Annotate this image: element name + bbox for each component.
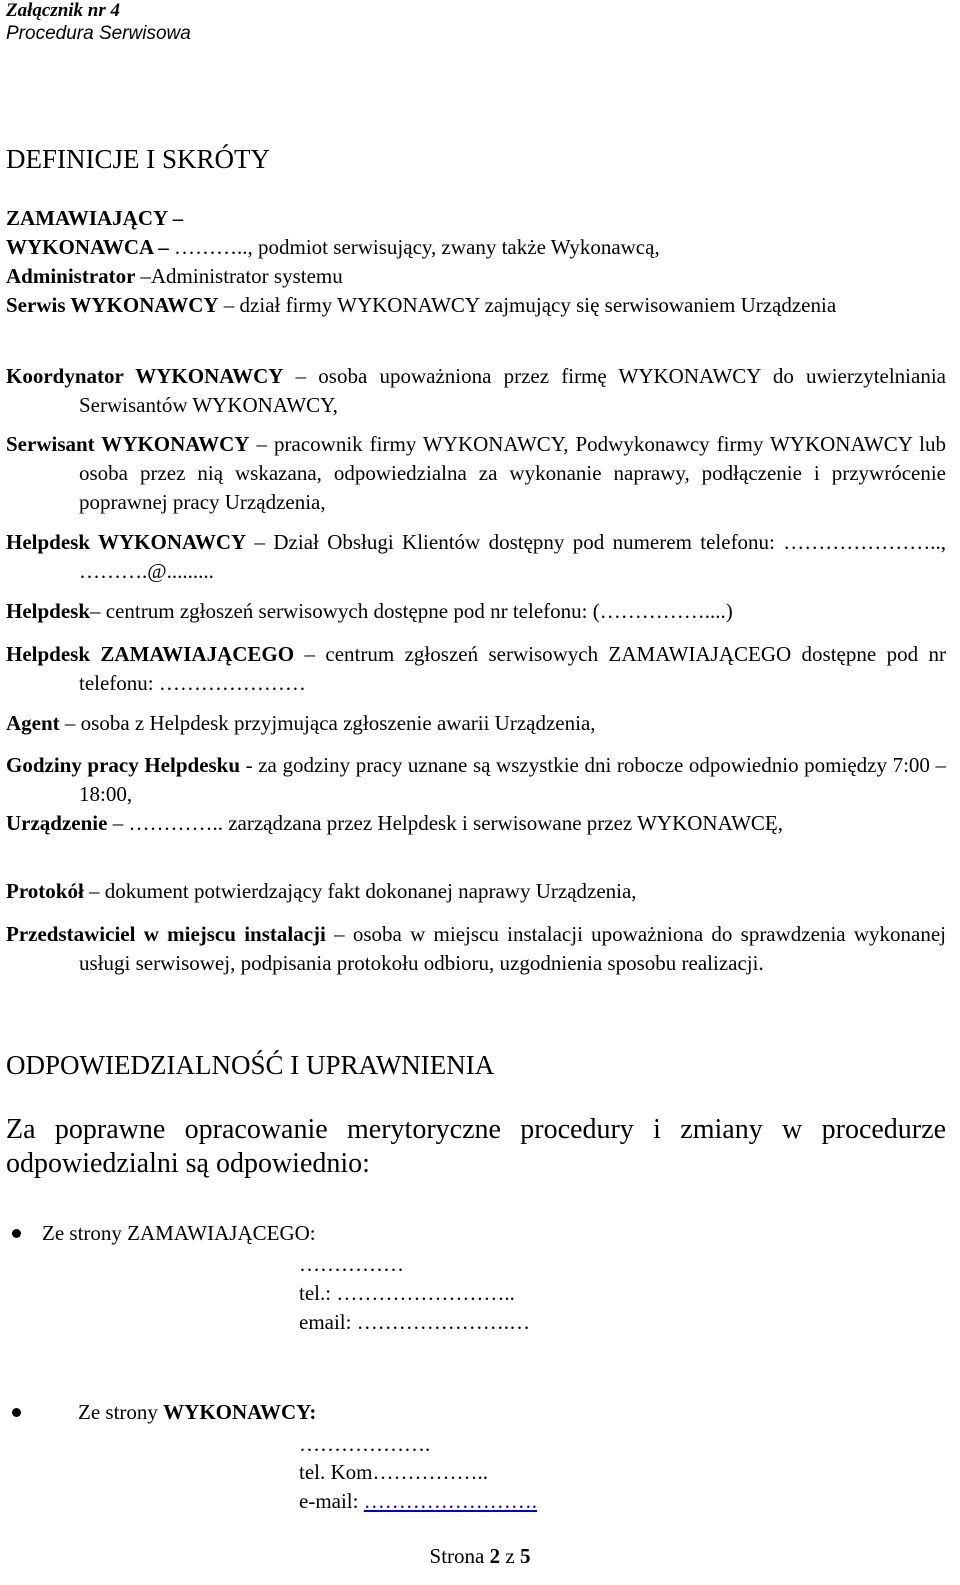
definition-item — [6, 362, 946, 420]
contact-phone: tel. Kom…………….. — [299, 1460, 488, 1484]
list-item — [6, 1397, 316, 1427]
definition-term: Koordynator WYKONAWCY — [6, 364, 284, 388]
definition-text: ……….., podmiot serwisujący, zwany także Wykonawcą, — [174, 235, 660, 259]
definition-text: –Administrator systemu — [140, 264, 343, 288]
bullet-label — [6, 1221, 316, 1245]
page-number-mid: z — [500, 1544, 520, 1568]
definition-item — [6, 640, 946, 698]
definition-text: – dział firmy WYKONAWCY zajmujący się serwisowaniem Urządzenia — [218, 293, 837, 317]
definition-term: Urządzenie — [6, 811, 108, 835]
bullet-icon — [12, 1408, 21, 1417]
contact-email: email: ………………….… — [299, 1310, 530, 1334]
definition-item — [6, 877, 946, 906]
definition-item — [6, 597, 946, 626]
definition-item — [6, 920, 946, 978]
definition-term: Agent — [6, 711, 60, 735]
definition-item — [6, 233, 946, 262]
definition-term: Administrator — [6, 264, 141, 288]
bullet-label-prefix: Ze strony — [42, 1221, 128, 1245]
page-number — [0, 1544, 960, 1569]
definition-term: Przedstawiciel w miejscu instalacji — [6, 922, 326, 946]
definition-text: – Dział Obsługi Klientów dostępny pod numerem telefonu: ………………….., ……….@......... — [79, 530, 946, 583]
definition-text: – centrum zgłoszeń serwisowych dostępne pod nr telefonu: (……………....) — [90, 599, 733, 623]
definition-term: Protokół — [6, 879, 84, 903]
definition-term: Helpdesk WYKONAWCY — [6, 530, 247, 554]
contact-name: …………… — [299, 1252, 404, 1276]
definition-term: Helpdesk ZAMAWIAJĄCEGO — [6, 642, 295, 666]
definition-item — [6, 262, 946, 291]
bullet-label-prefix: Ze strony — [78, 1400, 164, 1424]
list-item — [6, 1218, 316, 1248]
definition-item — [6, 709, 946, 738]
page-number-total: 5 — [519, 1544, 531, 1568]
definition-text: – dokument potwierdzający fakt dokonanej naprawy Urządzenia, — [83, 879, 637, 903]
bullet-label — [6, 1400, 316, 1424]
definition-item — [6, 528, 946, 586]
procedure-label: Procedura Serwisowa — [6, 23, 191, 44]
contact-name: ………………. — [299, 1432, 431, 1456]
definition-item — [6, 430, 946, 517]
section-title-definitions: DEFINICJE I SKRÓTY — [6, 144, 271, 174]
definition-item — [6, 751, 946, 809]
definition-item — [6, 291, 946, 320]
contact-email-link[interactable]: ……………………. — [363, 1489, 537, 1513]
bullet-icon — [12, 1229, 21, 1238]
attachment-label: Załącznik nr 4 — [6, 0, 121, 21]
bullet-label-party: WYKONAWCY: — [163, 1400, 317, 1424]
responsibility-intro: Za poprawne opracowanie merytoryczne procedury i zmiany w procedurze odpowiedzialni są odpowiednio: — [6, 1114, 946, 1179]
contact-email-label: e-mail: — [299, 1489, 364, 1513]
definition-text: – pracownik firmy WYKONAWCY, Podwykonawcy firmy WYKONAWCY lub osoba przez nią wskazana, odpowiedzialna za wykonanie naprawy, podłączenie i przywrócenie poprawnej pracy Urządzenia, — [79, 432, 946, 514]
definition-text: – osoba upoważniona przez firmę WYKONAWCY do uwierzytelniania Serwisantów WYKONAWCY, — [79, 364, 946, 417]
definition-term: Helpdesk — [6, 599, 91, 623]
definition-text: – centrum zgłoszeń serwisowych ZAMAWIAJĄCEGO dostępne pod nr telefonu: ………………… — [79, 642, 946, 695]
definition-term: Serwis WYKONAWCY — [6, 293, 219, 317]
definition-term: ZAMAWIAJĄCY – — [6, 206, 184, 230]
page-number-prefix: Strona — [429, 1544, 490, 1568]
bullet-label-party: ZAMAWIAJĄCEGO: — [127, 1221, 316, 1245]
contact-phone: tel.: …………………….. — [299, 1281, 515, 1305]
definition-item — [6, 809, 946, 838]
definition-text: - za godziny pracy uznane są wszystkie dni robocze odpowiednio pomiędzy 7:00 – 18:00, — [79, 753, 946, 806]
definition-text: – osoba z Helpdesk przyjmująca zgłoszenie awarii Urządzenia, — [59, 711, 596, 735]
definition-item — [6, 204, 946, 233]
page-number-current: 2 — [489, 1544, 501, 1568]
definition-term: WYKONAWCA – — [6, 235, 175, 259]
definition-term: Godziny pracy Helpdesku — [6, 753, 241, 777]
definition-text: – osoba w miejscu instalacji upoważniona do sprawdzenia wykonanej usługi serwisowej, podpisania protokołu odbioru, uzgodnienia sposobu realizacji. — [79, 922, 946, 975]
definition-term: Serwisant WYKONAWCY — [6, 432, 250, 456]
definition-text: – ………….. zarządzana przez Helpdesk i serwisowane przez WYKONAWCĘ, — [107, 811, 783, 835]
section-title-responsibility: ODPOWIEDZIALNOŚĆ I UPRAWNIENIA — [6, 1050, 495, 1080]
contact-email — [299, 1487, 537, 1516]
